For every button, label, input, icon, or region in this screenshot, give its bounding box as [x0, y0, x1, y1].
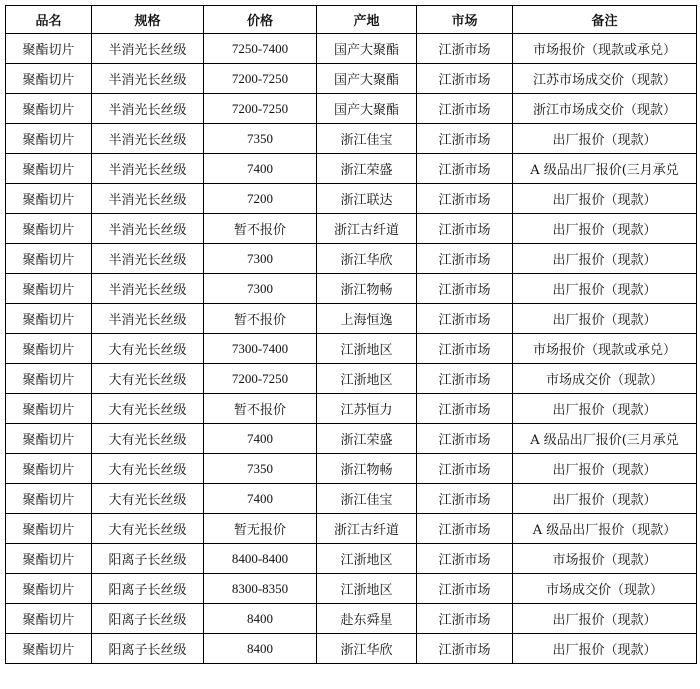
- cell-spec: 半消光长丝级: [92, 34, 204, 64]
- cell-market: 江浙市场: [417, 214, 513, 244]
- cell-product-name: 聚酯切片: [6, 454, 92, 484]
- cell-price: 7200: [204, 184, 317, 214]
- cell-market: 江浙市场: [417, 244, 513, 274]
- cell-market: 江浙市场: [417, 124, 513, 154]
- cell-origin: 江苏恒力: [317, 394, 417, 424]
- cell-market: 江浙市场: [417, 64, 513, 94]
- cell-note: A 级品出厂报价(三月承兑: [513, 424, 697, 454]
- cell-spec: 半消光长丝级: [92, 124, 204, 154]
- table-row: [6, 394, 697, 424]
- cell-market: 江浙市场: [417, 544, 513, 574]
- cell-spec: 阳离子长丝级: [92, 604, 204, 634]
- table-row: [6, 574, 697, 604]
- header-note: 备注: [513, 6, 697, 34]
- cell-price: 8400-8400: [204, 544, 317, 574]
- table-row: [6, 274, 697, 304]
- cell-note: 出厂报价（现款）: [513, 184, 697, 214]
- cell-origin: 上海恒逸: [317, 304, 417, 334]
- cell-market: 江浙市场: [417, 304, 513, 334]
- table-row: [6, 304, 697, 334]
- cell-spec: 大有光长丝级: [92, 454, 204, 484]
- cell-market: 江浙市场: [417, 424, 513, 454]
- table-row: [6, 334, 697, 364]
- table-row: [6, 244, 697, 274]
- table-row: [6, 94, 697, 124]
- cell-note: 出厂报价（现款）: [513, 214, 697, 244]
- cell-note: 市场成交价（现款）: [513, 364, 697, 394]
- cell-spec: 阳离子长丝级: [92, 574, 204, 604]
- table-row: [6, 124, 697, 154]
- table-row: [6, 184, 697, 214]
- cell-origin: 国产大聚酯: [317, 94, 417, 124]
- header-spec: 规格: [92, 6, 204, 34]
- table-row: [6, 604, 697, 634]
- table-row: [6, 514, 697, 544]
- cell-market: 江浙市场: [417, 394, 513, 424]
- cell-product-name: 聚酯切片: [6, 514, 92, 544]
- header-price: 价格: [204, 6, 317, 34]
- cell-note: A 级品出厂报价(三月承兑: [513, 154, 697, 184]
- cell-price: 8400: [204, 634, 317, 664]
- cell-product-name: 聚酯切片: [6, 124, 92, 154]
- header-market: 市场: [417, 6, 513, 34]
- cell-product-name: 聚酯切片: [6, 304, 92, 334]
- cell-price: 8300-8350: [204, 574, 317, 604]
- cell-origin: 国产大聚酯: [317, 34, 417, 64]
- cell-product-name: 聚酯切片: [6, 154, 92, 184]
- table-header: [6, 6, 697, 34]
- cell-price: 7300-7400: [204, 334, 317, 364]
- cell-product-name: 聚酯切片: [6, 484, 92, 514]
- cell-market: 江浙市场: [417, 604, 513, 634]
- cell-origin: 浙江荣盛: [317, 154, 417, 184]
- cell-price: 7350: [204, 124, 317, 154]
- cell-spec: 大有光长丝级: [92, 334, 204, 364]
- cell-market: 江浙市场: [417, 94, 513, 124]
- cell-spec: 半消光长丝级: [92, 244, 204, 274]
- cell-price: 暂不报价: [204, 214, 317, 244]
- cell-price: 暂不报价: [204, 394, 317, 424]
- cell-origin: 浙江古纤道: [317, 214, 417, 244]
- table-body: [6, 34, 697, 664]
- cell-product-name: 聚酯切片: [6, 214, 92, 244]
- cell-note: 出厂报价（现款）: [513, 604, 697, 634]
- cell-price: 7200-7250: [204, 64, 317, 94]
- cell-product-name: 聚酯切片: [6, 94, 92, 124]
- cell-note: 江苏市场成交价（现款）: [513, 64, 697, 94]
- cell-product-name: 聚酯切片: [6, 334, 92, 364]
- table-row: [6, 424, 697, 454]
- cell-product-name: 聚酯切片: [6, 184, 92, 214]
- cell-spec: 阳离子长丝级: [92, 544, 204, 574]
- cell-product-name: 聚酯切片: [6, 64, 92, 94]
- table-row: [6, 214, 697, 244]
- cell-origin: 浙江物畅: [317, 274, 417, 304]
- cell-price: 暂不报价: [204, 304, 317, 334]
- cell-spec: 大有光长丝级: [92, 424, 204, 454]
- table-row: [6, 484, 697, 514]
- cell-spec: 半消光长丝级: [92, 274, 204, 304]
- cell-origin: 江浙地区: [317, 364, 417, 394]
- cell-note: A 级品出厂报价（现款）: [513, 514, 697, 544]
- cell-origin: 江浙地区: [317, 544, 417, 574]
- cell-spec: 大有光长丝级: [92, 394, 204, 424]
- cell-origin: 浙江联达: [317, 184, 417, 214]
- cell-market: 江浙市场: [417, 484, 513, 514]
- cell-origin: 江浙地区: [317, 334, 417, 364]
- cell-origin: 浙江佳宝: [317, 124, 417, 154]
- cell-spec: 半消光长丝级: [92, 304, 204, 334]
- cell-market: 江浙市场: [417, 274, 513, 304]
- cell-price: 7350: [204, 454, 317, 484]
- cell-note: 出厂报价（现款）: [513, 244, 697, 274]
- table-row: [6, 154, 697, 184]
- cell-market: 江浙市场: [417, 574, 513, 604]
- cell-price: 8400: [204, 604, 317, 634]
- cell-note: 出厂报价（现款）: [513, 484, 697, 514]
- header-product-name: 品名: [6, 6, 92, 34]
- header-origin: 产地: [317, 6, 417, 34]
- price-table: [5, 5, 697, 664]
- cell-market: 江浙市场: [417, 634, 513, 664]
- cell-origin: 赴东舜星: [317, 604, 417, 634]
- cell-price: 7200-7250: [204, 364, 317, 394]
- table-row: [6, 544, 697, 574]
- cell-market: 江浙市场: [417, 514, 513, 544]
- cell-origin: 浙江古纤道: [317, 514, 417, 544]
- cell-price: 7250-7400: [204, 34, 317, 64]
- table-row: [6, 634, 697, 664]
- cell-note: 浙江市场成交价（现款）: [513, 94, 697, 124]
- cell-spec: 大有光长丝级: [92, 484, 204, 514]
- cell-note: 市场报价（现款）: [513, 544, 697, 574]
- cell-market: 江浙市场: [417, 364, 513, 394]
- cell-origin: 浙江佳宝: [317, 484, 417, 514]
- table-row: [6, 34, 697, 64]
- cell-spec: 大有光长丝级: [92, 514, 204, 544]
- cell-spec: 半消光长丝级: [92, 154, 204, 184]
- cell-origin: 江浙地区: [317, 574, 417, 604]
- table-row: [6, 64, 697, 94]
- cell-product-name: 聚酯切片: [6, 244, 92, 274]
- cell-spec: 阳离子长丝级: [92, 634, 204, 664]
- table-row: [6, 364, 697, 394]
- cell-price: 7200-7250: [204, 94, 317, 124]
- cell-spec: 半消光长丝级: [92, 214, 204, 244]
- cell-price: 7300: [204, 244, 317, 274]
- cell-note: 市场报价（现款或承兑）: [513, 334, 697, 364]
- cell-product-name: 聚酯切片: [6, 424, 92, 454]
- cell-note: 市场成交价（现款）: [513, 574, 697, 604]
- cell-product-name: 聚酯切片: [6, 544, 92, 574]
- cell-origin: 浙江华欣: [317, 634, 417, 664]
- cell-spec: 大有光长丝级: [92, 364, 204, 394]
- cell-product-name: 聚酯切片: [6, 634, 92, 664]
- cell-note: 市场报价（现款或承兑）: [513, 34, 697, 64]
- cell-note: 出厂报价（现款）: [513, 454, 697, 484]
- cell-price: 7400: [204, 154, 317, 184]
- cell-product-name: 聚酯切片: [6, 274, 92, 304]
- cell-note: 出厂报价（现款）: [513, 394, 697, 424]
- cell-spec: 半消光长丝级: [92, 184, 204, 214]
- cell-price: 暂无报价: [204, 514, 317, 544]
- cell-product-name: 聚酯切片: [6, 574, 92, 604]
- cell-origin: 浙江华欣: [317, 244, 417, 274]
- cell-origin: 浙江荣盛: [317, 424, 417, 454]
- cell-market: 江浙市场: [417, 184, 513, 214]
- cell-price: 7400: [204, 484, 317, 514]
- header-row: [6, 6, 697, 34]
- cell-market: 江浙市场: [417, 454, 513, 484]
- cell-product-name: 聚酯切片: [6, 364, 92, 394]
- cell-market: 江浙市场: [417, 154, 513, 184]
- cell-note: 出厂报价（现款）: [513, 634, 697, 664]
- cell-origin: 浙江物畅: [317, 454, 417, 484]
- cell-price: 7300: [204, 274, 317, 304]
- cell-market: 江浙市场: [417, 334, 513, 364]
- cell-product-name: 聚酯切片: [6, 34, 92, 64]
- cell-product-name: 聚酯切片: [6, 394, 92, 424]
- table-row: [6, 454, 697, 484]
- cell-product-name: 聚酯切片: [6, 604, 92, 634]
- cell-spec: 半消光长丝级: [92, 64, 204, 94]
- cell-note: 出厂报价（现款）: [513, 274, 697, 304]
- cell-price: 7400: [204, 424, 317, 454]
- cell-origin: 国产大聚酯: [317, 64, 417, 94]
- cell-market: 江浙市场: [417, 34, 513, 64]
- cell-spec: 半消光长丝级: [92, 94, 204, 124]
- cell-note: 出厂报价（现款）: [513, 124, 697, 154]
- cell-note: 出厂报价（现款）: [513, 304, 697, 334]
